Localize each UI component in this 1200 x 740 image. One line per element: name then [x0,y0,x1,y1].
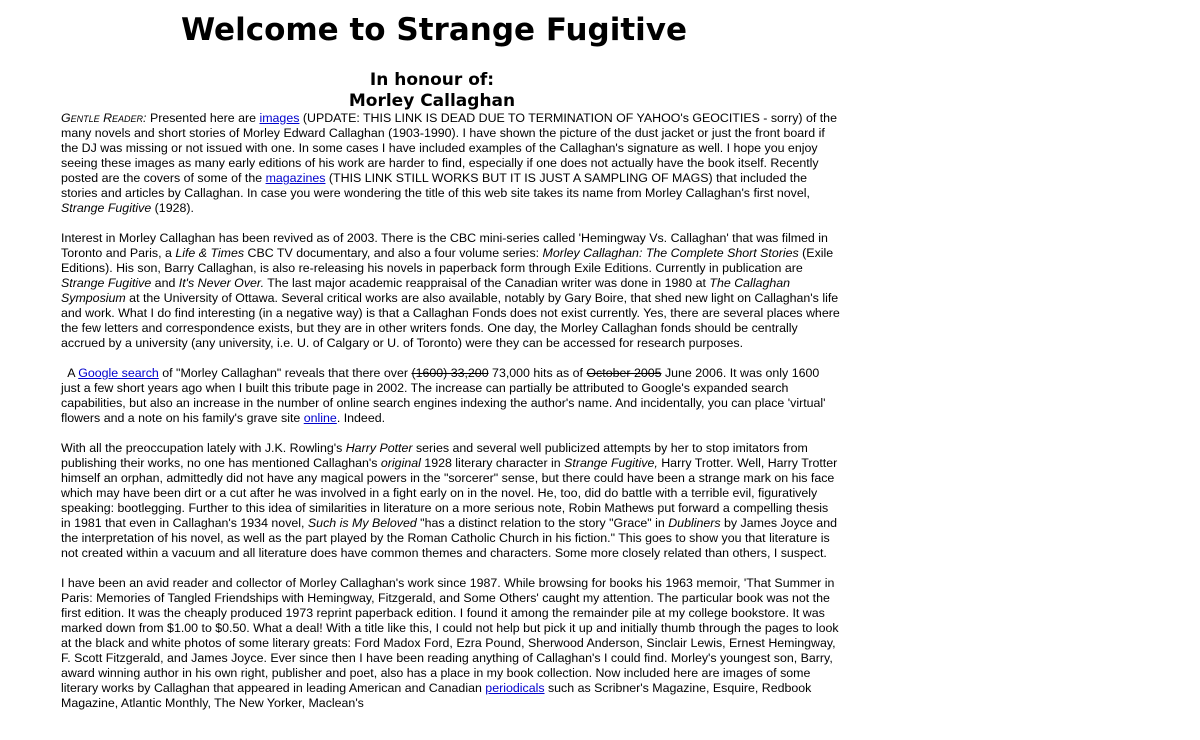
google-search-link[interactable]: Google search [78,366,159,380]
magazines-link[interactable]: magazines [265,171,326,185]
text: . Indeed. [336,411,386,425]
emphasis: original [380,456,421,470]
text: Presented here are [146,111,260,125]
book-title: Dubliners [668,516,721,530]
text: series and several well publicized attempts by her to stop imitators from publishing their works, no one has mentioned Callaghan's [61,441,808,470]
text: at the University of Ottawa. Several critical works are also available, notably by Gary Boire, that shed new light on Callaghan's life and work. What I do find interesting (in a negative way) is that a Callaghan Fonds does not exist currently. Yes, there are several places where the few letters and correspondence exists, but they are in other writers fonds. One day, the Morley Callaghan fonds should be centrally accrued by a university (any university, i.e. U. of Calgary or U. of Toronto) were they can be accessed for research purposes. [61,291,840,350]
book-title: Such is My Beloved [307,516,417,530]
page-title: Welcome to Strange Fugitive [180,12,688,48]
text: 73,000 hits as of [488,366,587,380]
text: (THIS LINK STILL WORKS BUT IT IS JUST A SAMPLING OF MAGS) that included the stories and articles by Callaghan. In case you were wondering the title of this web site takes its name from Morley Callaghan's first novel, [61,171,810,200]
images-link[interactable]: images [259,111,300,125]
text: The last major academic reappraisal of the Canadian writer was done in 1980 at [264,276,710,290]
text: Harry Trotter. Well, Harry Trotter himself an orphan, admittedly did not have any magical powers in the "sorcerer" sense, but there could have been a strange mark on his face which may have been dirt or a cut after he was involved in a fight early on in the novel. He, too, did do battle with a terrible evil, figuratively speaking: bootlegging. Further to this idea of similarities in literature on a more serious note, Robin Mathews put forward a compelling thesis in 1981 that even in Callaghan's 1934 novel, [61,456,838,530]
book-title: The Callaghan Symposium [61,276,791,305]
honour-line-2: Morley Callaghan [348,91,516,111]
text: 1928 literary character in [420,456,565,470]
book-title: Life & Times [175,246,245,260]
book-title: Strange Fugitive [61,201,152,215]
paragraph-collector [61,576,841,711]
book-title: Strange Fugitive [61,276,152,290]
periodicals-link[interactable]: periodicals [485,681,545,695]
struck-date: October 2005 [586,366,662,380]
text: and [151,276,179,290]
text: With all the preoccupation lately with J.K. Rowling's [61,441,346,455]
struck-count: (1600) 33,200 [411,366,489,380]
paragraph-interest [61,231,841,351]
text: CBC TV documentary, and also a four volume series: [244,246,543,260]
honour-heading [0,70,864,112]
online-link[interactable]: online [303,411,337,425]
book-title: It's Never Over. [178,276,265,290]
text: Interest in Morley Callaghan has been revived as of 2003. There is the CBC mini-series called 'Hemingway Vs. Callaghan' that was filmed in Toronto and Paris, a [61,231,828,260]
paragraph-harry-trotter [61,441,841,561]
text: "has a distinct relation to the story "Grace" in [416,516,669,530]
text: of "Morley Callaghan" reveals that there over [158,366,412,380]
text: June 2006. It was only 1600 just a few short years ago when I built this tribute page in 2002. The increase can partially be attributed to Google's expanded search capabilities, but also an increase in the number of online search engines indexing the author's name. And incidentally, you can place 'virtual' flowers and a note on his family's grave site [61,366,826,425]
text: such as Scribner's Magazine, Esquire, Redbook Magazine, Atlantic Monthly, The New Yorker, Maclean's [61,681,812,710]
text: I have been an avid reader and collector of Morley Callaghan's work since 1987. While browsing for books his 1963 memoir, 'That Summer in Paris: Memories of Tangled Friendships with Hemingway, Fitzgerald, and Some Others' caught my attention. The particular book was not the first edition. It was the cheaply produced 1973 reprint paperback edition. I found it among the remainder pile at my college bookstore. It was marked down from $1.00 to $0.50. What a deal! With a title like this, I could not help but pick it up and initially thumb through the pages to look at the black and white photos of some literary greats: Ford Madox Ford, Ezra Pound, Sherwood Anderson, Sinclair Lewis, Ernest Hemingway, F. Scott Fitzgerald, and James Joyce. Ever since then I have been reading anything of Callaghan's I could find. Morley's youngest son, Barry, award winning author in his own right, publisher and poet, also has a place in my book collection. Now included here are images of some literary works by Callaghan that appeared in leading American and Canadian [61,576,839,695]
gentle-reader-lead: Gentle Reader: [61,111,147,125]
book-title: Strange Fugitive, [564,456,658,470]
paragraph-google [61,366,841,426]
book-title: Morley Callaghan: The Complete Short Stories [542,246,799,260]
paragraph-intro [61,111,841,216]
book-title: Harry Potter [345,441,413,455]
text: A [61,366,79,380]
honour-line-1: In honour of: [369,70,495,90]
article-body [61,111,841,726]
text: by James Joyce and the interpretation of his novel, as well as the part played by the Roman Catholic Church in his fiction." This goes to show you that literature is not created within a vacuum and all literature does have common themes and characters. Some more closely related than others, I suspect. [61,516,837,560]
text: (Exile Editions). His son, Barry Callaghan, is also re-releasing his novels in paperback form through Exile Editions. Currently in publication are [61,246,834,275]
text: (1928). [151,201,194,215]
text: (UPDATE: THIS LINK IS DEAD DUE TO TERMINATION OF YAHOO's GEOCITIES - sorry) of the many novels and short stories of Morley Edward Callaghan (1903-1990). I have shown the picture of the dust jacket or just the front board if the DJ was missing or not issued with one. In some cases I have included examples of the Callaghan's signature as well. I hope you enjoy seeing these images as many early editions of his work are harder to find, especially if one does not actually have the book itself. Recently posted are the covers of some of the [61,111,837,185]
